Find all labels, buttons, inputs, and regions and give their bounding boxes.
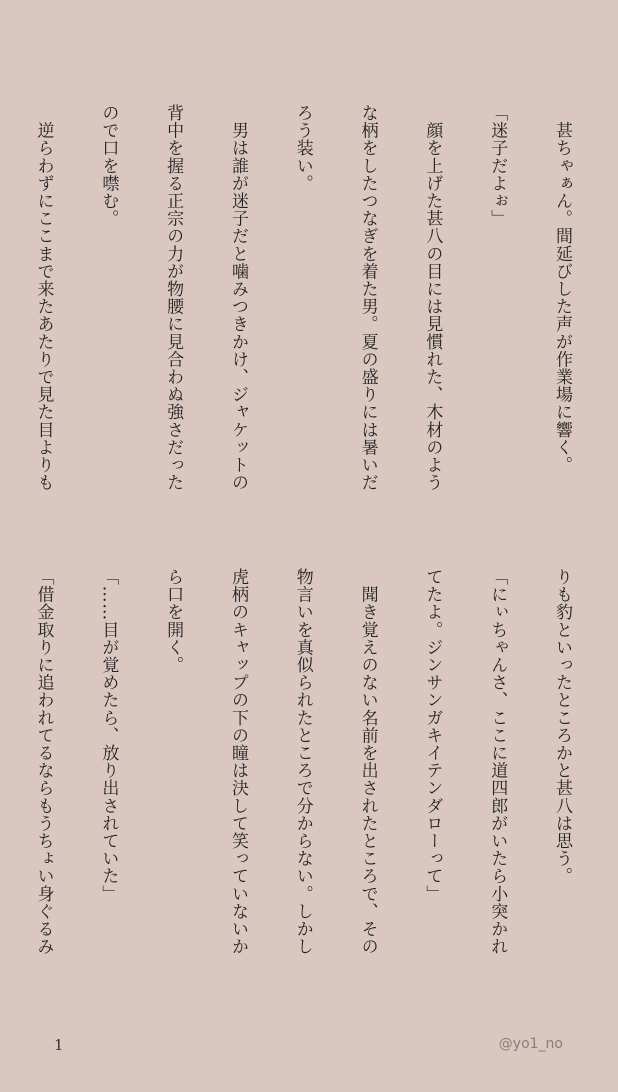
text-line: 「……目が覚めたら、放り出されていた」 — [98, 568, 119, 903]
text-block-bottom — [0, 568, 578, 998]
text-line: りも豹といったところかと甚八は思う。 — [552, 568, 572, 885]
text-line: 「借金取りに追われてるならもうちょい身ぐるみ — [33, 568, 54, 956]
text-line: 逆らわずにここまで来たあたりで見た目よりも — [33, 104, 54, 492]
text-line: 物言いを真似られたところで分からない。しかし — [292, 568, 313, 956]
text-line: 男は誰が迷子だと噛みつきかけ、ジャケットの — [227, 104, 248, 492]
text-line: 聞き覚えのない名前を出されたところで、その — [357, 568, 378, 956]
text-line: ら口を開く。 — [163, 568, 184, 674]
text-line: ので口を噤む。 — [98, 104, 119, 228]
text-line: 「迷子だよぉ」 — [487, 104, 508, 228]
text-line: てたよ。ジンサンガキイテンダローって」 — [422, 568, 443, 903]
text-block-top — [0, 104, 578, 534]
author-handle: @yo1_no — [498, 1036, 563, 1052]
page-number: 1 — [54, 1036, 64, 1054]
text-line: 甚ちゃぁん。間延びした声が作業場に響く。 — [552, 104, 572, 474]
text-line: な柄をしたつなぎを着た男。夏の盛りには暑いだ — [357, 104, 378, 492]
text-line: 「にぃちゃんさ、ここに道四郎がいたら小突かれ — [487, 568, 508, 956]
text-line: ろう装い。 — [292, 104, 313, 192]
text-line: 顔を上げた甚八の目には見慣れた、木材のよう — [422, 104, 443, 492]
text-line: 背中を握る正宗の力が物腰に見合わぬ強さだった — [163, 104, 184, 492]
text-line: 虎柄のキャップの下の瞳は決して笑っていないか — [227, 568, 248, 956]
